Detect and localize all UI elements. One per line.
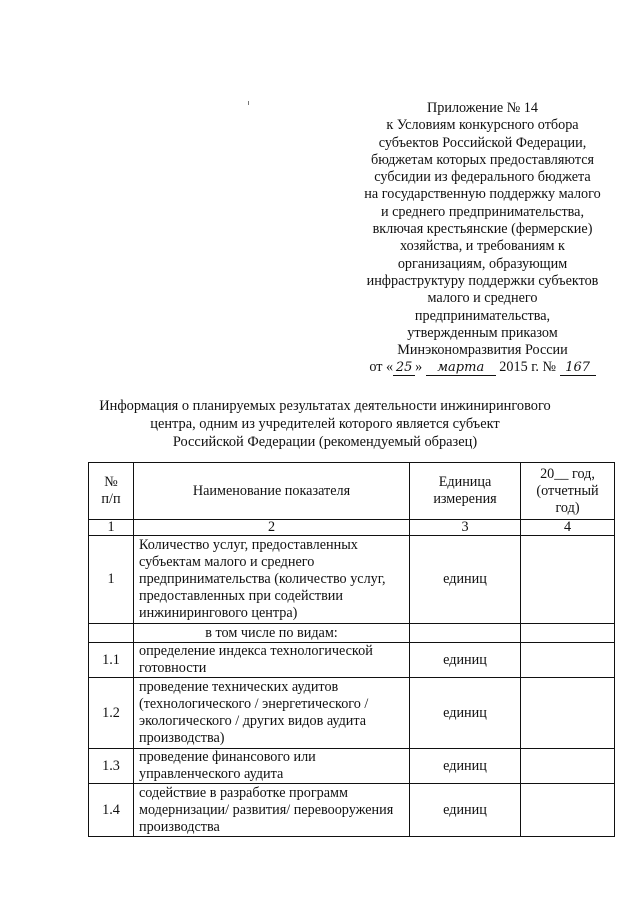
date-year: 2015 г. № (499, 359, 557, 376)
column-number: 2 (134, 520, 410, 536)
row-unit: единиц (410, 784, 521, 837)
subheader-value (521, 624, 615, 643)
header-unit: Единица измерения (410, 463, 521, 520)
appendix-line: Минэкономразвития России (397, 342, 568, 359)
order-date-line (350, 359, 615, 376)
table-row (89, 536, 615, 624)
row-value (521, 643, 615, 678)
appendix-line: малого и среднего (427, 290, 538, 307)
row-value (521, 536, 615, 624)
appendix-title: Приложение № 14 (427, 100, 538, 116)
row-num: 1 (89, 536, 134, 624)
appendix-line: инфраструктуру поддержки субъектов (366, 272, 599, 289)
row-unit: единиц (410, 749, 521, 784)
row-name: Количество услуг, предоставленных субъектам малого и среднего предпринимательства (количество услуг, предоставленных при содействии инжинирингового центра) (134, 536, 410, 624)
column-number: 1 (89, 520, 134, 536)
title-line: Информация о планируемых результатах деятельности инжинирингового (99, 398, 551, 414)
table-row (89, 643, 615, 678)
row-num: 1.2 (89, 678, 134, 749)
document-title (95, 397, 555, 451)
appendix-line: хозяйства, и требованиям к (400, 238, 565, 255)
appendix-line: утвержденным приказом (407, 324, 558, 341)
header-num: № п/п (89, 463, 134, 520)
appendix-line: бюджетам которых предоставляются (370, 151, 595, 168)
row-name: определение индекса технологической готовности (134, 643, 410, 678)
date-day: 25 (393, 361, 415, 376)
row-name: содействие в разработке программ модернизации/ развития/ перевооружения производства (134, 784, 410, 837)
indicators-table (88, 462, 615, 837)
subheader-num (89, 624, 134, 643)
date-close: » (415, 359, 423, 376)
row-num: 1.4 (89, 784, 134, 837)
row-unit: единиц (410, 678, 521, 749)
title-line: центра, одним из учредителей которого является субъект (150, 416, 500, 432)
appendix-line: на государственную поддержку малого (364, 186, 601, 203)
table-header-row (89, 463, 615, 520)
row-value (521, 784, 615, 837)
table-row (89, 749, 615, 784)
header-name: Наименование показателя (134, 463, 410, 520)
date-prefix: от « (369, 359, 394, 376)
row-unit: единиц (410, 536, 521, 624)
row-name: проведение технических аудитов (технологического / энергетического / экологического / других видов аудита производства) (134, 678, 410, 749)
scan-artifact (248, 101, 249, 105)
order-number: 167 (560, 361, 596, 376)
row-num: 1.3 (89, 749, 134, 784)
appendix-line: и среднего предпринимательства, (380, 203, 585, 220)
subheader-label: в том числе по видам: (134, 624, 410, 643)
row-name: проведение финансового или управленческого аудита (134, 749, 410, 784)
table-row (89, 678, 615, 749)
subheader-unit (410, 624, 521, 643)
table-row (89, 784, 615, 837)
column-number-row (89, 520, 615, 536)
appendix-header (350, 100, 615, 377)
row-value (521, 749, 615, 784)
date-month: марта (426, 361, 496, 376)
appendix-line: субъектов Российской Федерации, (378, 134, 587, 151)
column-number: 4 (521, 520, 615, 536)
appendix-line: к Условиям конкурсного отбора (386, 117, 579, 134)
header-year: 20__ год, (отчетный год) (521, 463, 615, 520)
row-value (521, 678, 615, 749)
column-number: 3 (410, 520, 521, 536)
row-unit: единиц (410, 643, 521, 678)
appendix-line: предпринимательства, (414, 307, 551, 324)
subheader-row (89, 624, 615, 643)
appendix-line: организациям, образующим (397, 255, 568, 272)
title-line: Российской Федерации (рекомендуемый образец) (172, 434, 478, 450)
row-num: 1.1 (89, 643, 134, 678)
appendix-line: субсидии из федерального бюджета (374, 169, 591, 186)
appendix-line: включая крестьянские (фермерские) (372, 221, 593, 238)
